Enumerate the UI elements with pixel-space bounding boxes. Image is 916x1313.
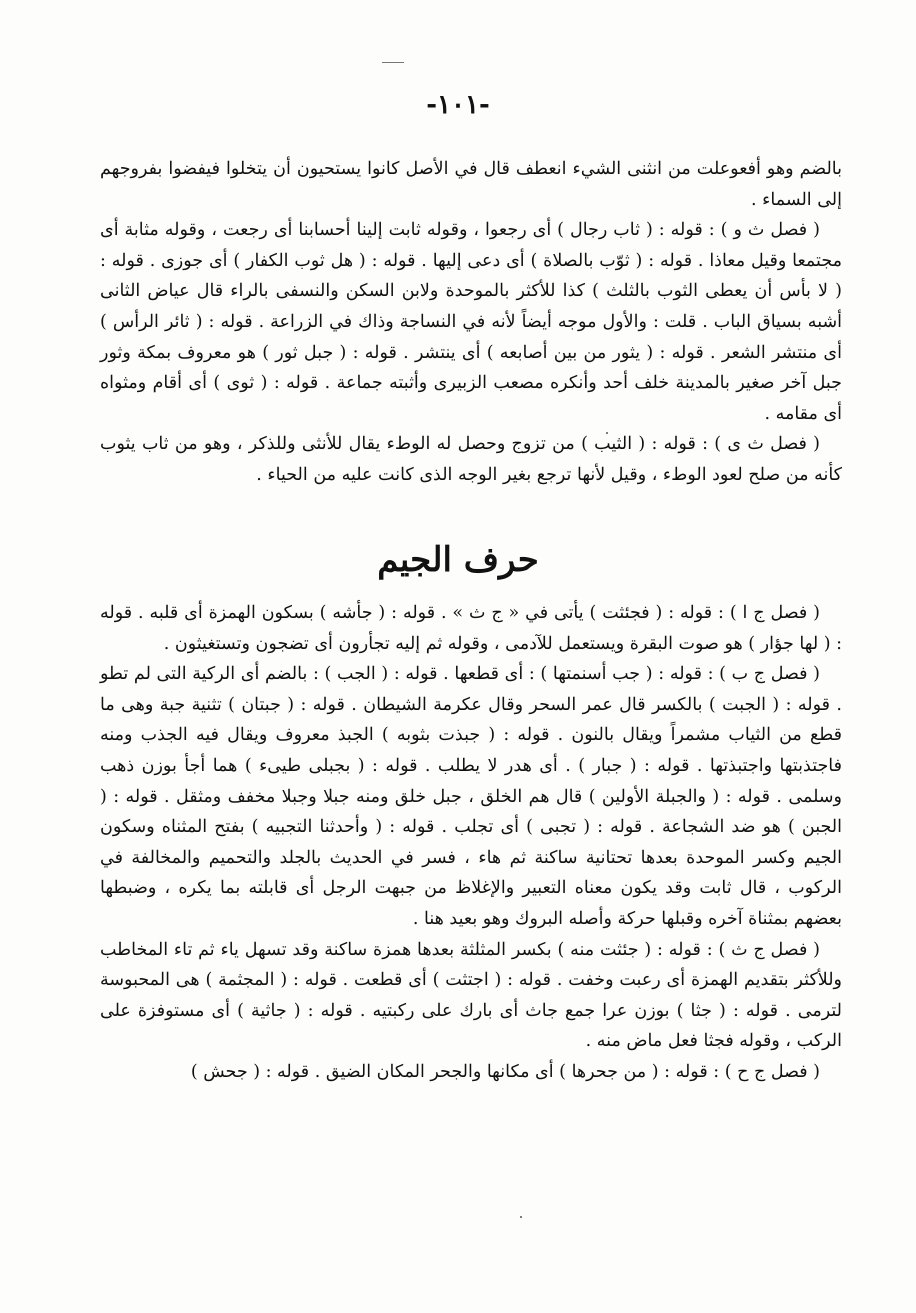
paper-speck <box>520 1216 522 1218</box>
paragraph-fasl-jim-ba: ( فصل ج ب ) : قوله : ( جب أسنمتها ) : أى قطعها . قوله : ( الجب ) : بالضم أى الركية التى لم تطو . قوله : ( الجبت ) بالكسر قال عمر السحر وقال عكرمة الشيطان . قوله : ( جبتان ) تثنية جبة وهى ما قطع من الثياب مشمراً ويقال بالنون . قوله : ( جبذت بثوبه ) الجبذ معروف ويقال فيه الجذب ومنه فاجتذبتها واجتبذتها . قوله : ( جبار ) . أى هدر لا يطلب . قوله : ( بجبلى طيىء ) هما أجأ بوزن ذهب وسلمى . قوله : ( والجبلة الأولين ) قال هم الخلق ، جبل خلق ومنه جبلا وجبلا مخفف ومثقل . قوله : ( الجبن ) هو ضد الشجاعة . قوله : ( تجبى ) أى تجلب . قوله : ( وأحدثنا التجبيه ) بفتح المثناه وسكون الجيم وكسر الموحدة بعدها تحتانية ساكنة ثم هاء ، فسر في الحديث بالجلد والتحميم والمخالفة في الركوب ، قال ثابت وقد يكون معناه التعبير والإغلاظ من جبهت الرجل أى قابلته بما يكره ، وضبطها بعضهم بمثناة آخره وقبلها حركة وأصله البروك وهو بعيد هنا . <box>100 664 842 929</box>
bottom-text-block <box>100 598 842 1088</box>
top-rule-divider <box>382 62 404 63</box>
section-title: حرف الجيم <box>377 540 539 580</box>
paragraph-fasl-jim-tha: ( فصل ج ث ) : قوله : ( جئثت منه ) بكسر المثلثة بعدها همزة ساكنة وقد تسهل ياء ثم تاء المخاطب وللأكثر بتقديم الهمزة أى رعبت وخفت . قوله : ( اجتثت ) أى قطعت . قوله : ( المجثمة ) هى المحبوسة لترمى . قوله : ( جثا ) بوزن عرا جمع جاث أى بارك على ركبتيه . قوله : ( جاثية ) أى مستوفزة على الركب ، وقوله فجثا فعل ماض منه . <box>100 939 842 1052</box>
top-text-block <box>100 154 842 491</box>
paragraph-fasl-jim-ha: ( فصل ج ح ) : قوله : ( من جحرها ) أى مكانها والجحر المكان الضيق . قوله : ( جحش ) <box>190 1061 820 1082</box>
paragraph-continuation: بالضم وهو أفعوعلت من انثنى الشيء انعطف قال في الأصل كانوا يستحيون أن يتخلوا فيفضوا بفروجهم إلى السماء . <box>100 159 842 210</box>
page-number: -١٠١- <box>426 90 490 120</box>
paragraph-fasl-tha-waw: ( فصل ث و ) : قوله : ( ثاب رجال ) أى رجعوا ، وقوله ثابت إلينا أحسابنا أى رجعت ، وقوله مثابة أى مجتمعا وقيل معاذا . قوله : ( ثوّب بالصلاة ) أى دعى إليها . قوله : ( هل ثوب الكفار ) أى جوزى . قوله : ( لا بأس أن يعطى الثوب بالثلث ) كذا للأكثر بالموحدة ولابن السكن والنسفى بالراء قال عياض الثانى أشبه بسياق الباب . قلت : والأول موجه أيضاً لأنه في النساجة وذاك في الزراعة . قوله : ( ثائر الرأس ) أى منتشر الشعر . قوله : ( يثور من بين أصابعه ) أى ينتشر . قوله : ( جبل ثور ) هو معروف بمكة وثور جبل آخر صغير بالمدينة خلف أحد وأنكره مصعب الزبيرى وأثبته جماعة . قوله : ( ثوى ) أى أقام ومثواه أى مقامه . <box>100 220 842 424</box>
paper-speck <box>606 432 608 434</box>
paragraph-fasl-jim-alif: ( فصل ج ا ) : قوله : ( فجئثت ) يأتى في « ج ث » . قوله : ( جأشه ) بسكون الهمزة أى قلبه . قوله : ( لها جؤار ) هو صوت البقرة ويستعمل للآدمى ، وقوله ثم إليه تجأرون أى تضجون وتستغيثون . <box>100 603 842 654</box>
paragraph-fasl-tha-ya: ( فصل ث ى ) : قوله : ( الثيب ) من تزوج وحصل له الوطء يقال للأنثى وللذكر ، وهو من ثاب يثوب كأنه من صلح لعود الوطء ، وقيل لأنها ترجع بغير الوجه الذى كانت عليه من الحياء . <box>100 434 842 485</box>
